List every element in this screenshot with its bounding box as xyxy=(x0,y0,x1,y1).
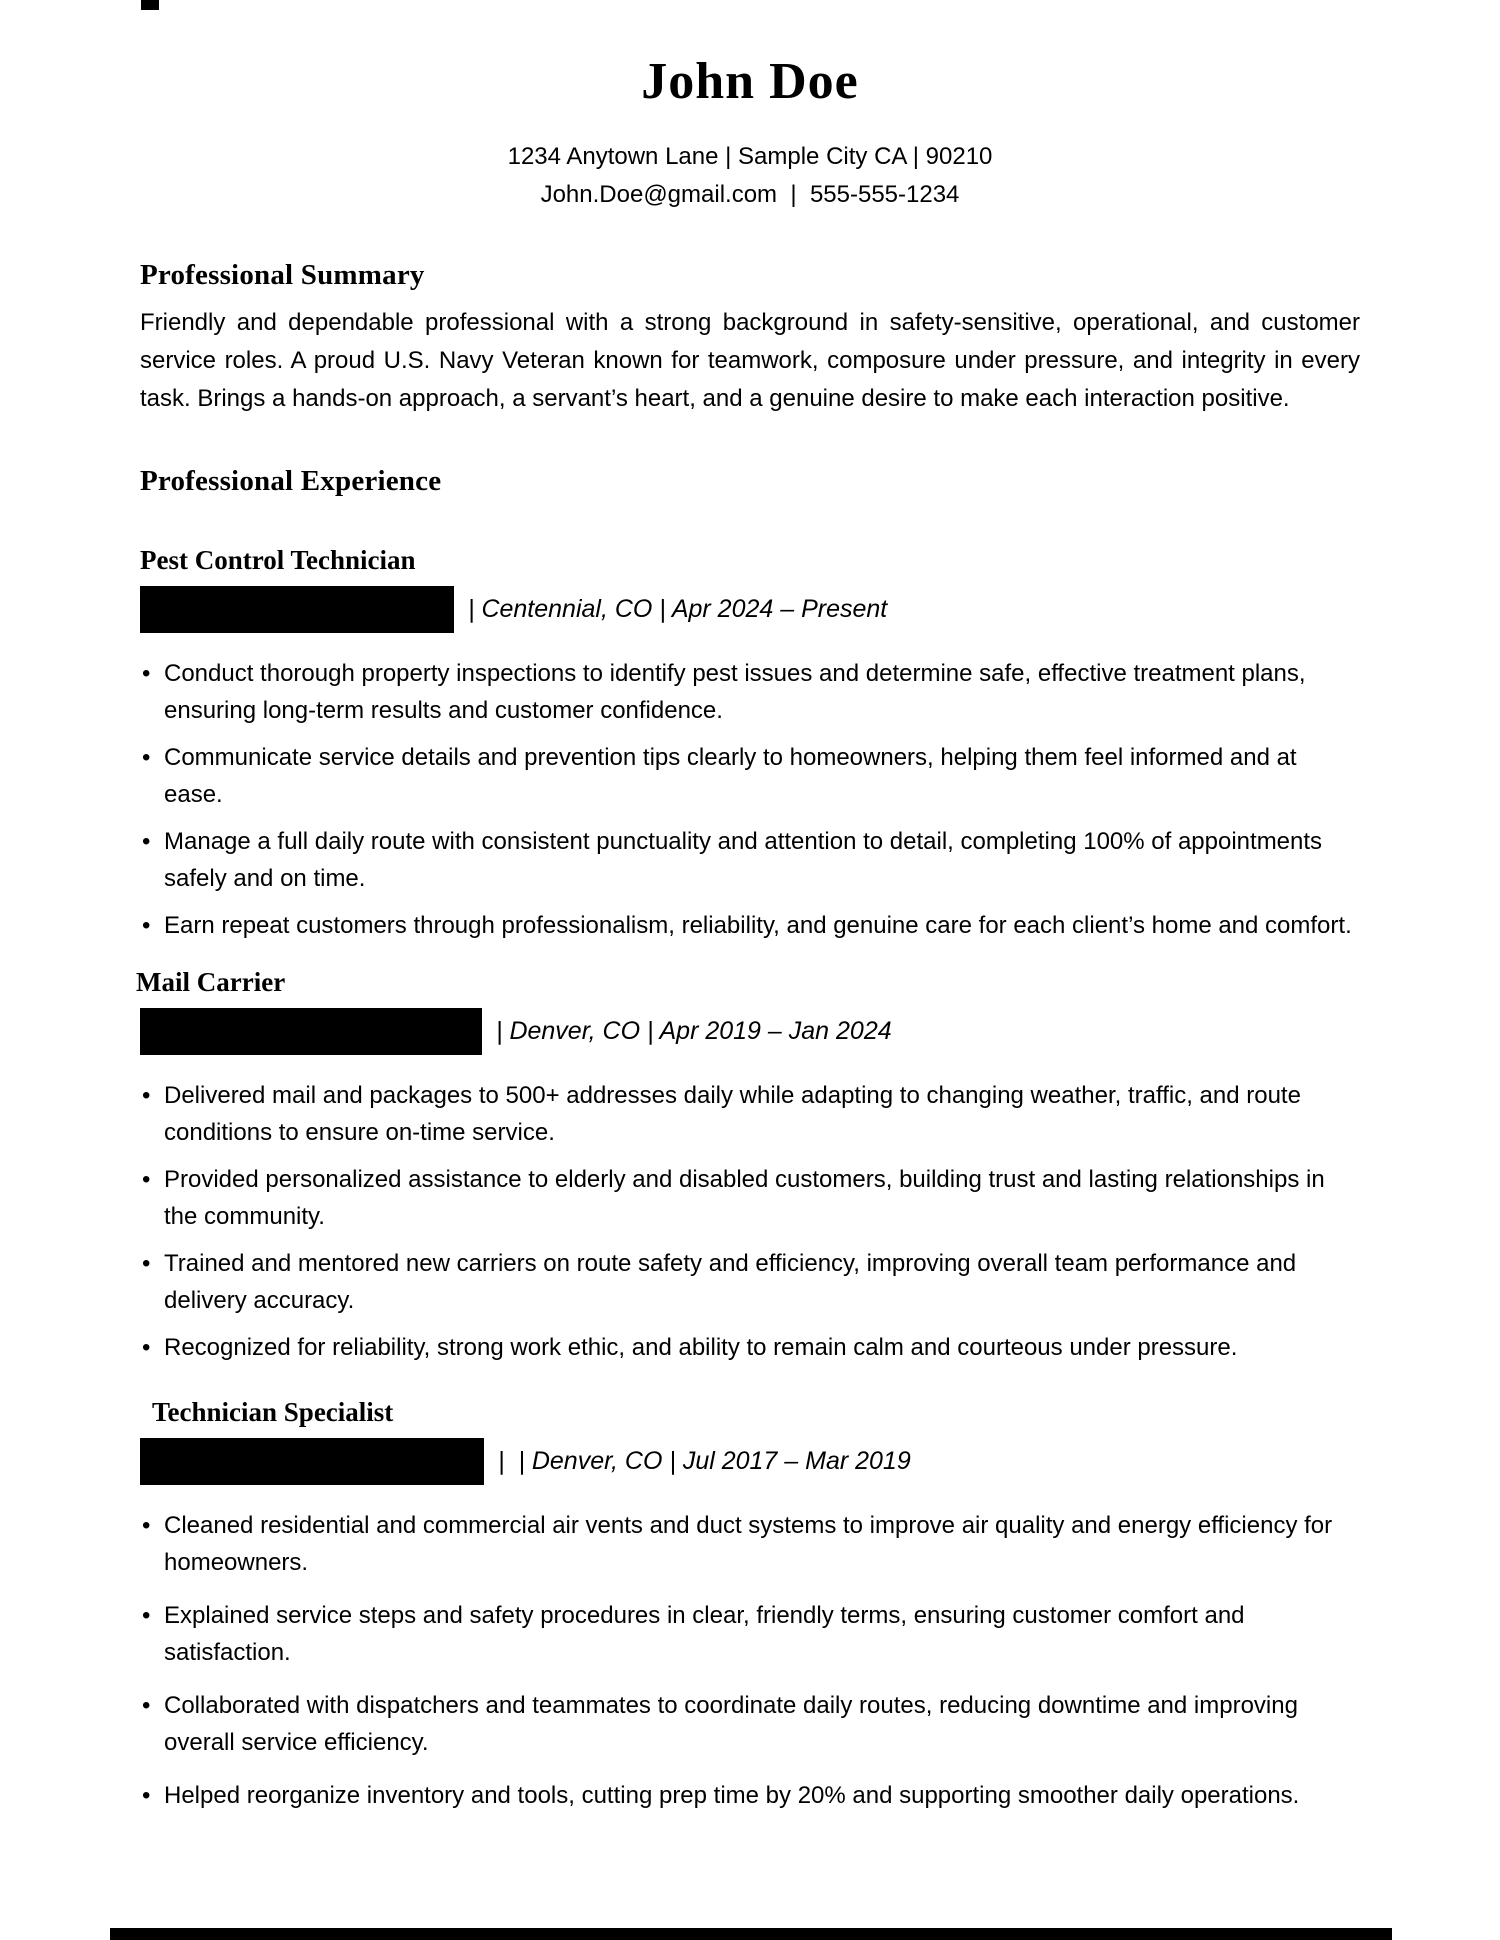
job-bullet-list xyxy=(140,1507,1360,1814)
bullet-item: • Earn repeat customers through professionalism, reliability, and genuine care for each client’s home and comfort. xyxy=(140,907,1360,944)
redacted-company-bar xyxy=(140,1008,482,1055)
bullet-item: • Recognized for reliability, strong work ethic, and ability to remain calm and courteous under pressure. xyxy=(140,1329,1360,1366)
redacted-company-bar xyxy=(140,1438,484,1485)
job-location-dates: | | Denver, CO | Jul 2017 – Mar 2019 xyxy=(498,1447,911,1475)
person-name: John Doe xyxy=(641,53,859,110)
bullet-item: • Explained service steps and safety procedures in clear, friendly terms, ensuring customer comfort and satisfaction. xyxy=(140,1597,1360,1671)
contact-block xyxy=(140,138,1360,214)
bullet-item: • Trained and mentored new carriers on route safety and efficiency, improving overall team performance and delivery accuracy. xyxy=(140,1245,1360,1319)
address-line: 1234 Anytown Lane | Sample City CA | 90210 xyxy=(507,143,993,170)
job-bullet-list xyxy=(140,655,1360,944)
job-bullet-list xyxy=(140,1077,1360,1366)
summary-section-heading: Professional Summary xyxy=(140,259,425,291)
job-title: Pest Control Technician xyxy=(140,545,416,575)
redacted-footer-bar xyxy=(110,1928,1392,1940)
job-technician-specialist xyxy=(140,1396,1360,1814)
bullet-item: • Collaborated with dispatchers and teammates to coordinate daily routes, reducing downtime and improving overall service efficiency. xyxy=(140,1687,1360,1761)
bullet-item: • Helped reorganize inventory and tools, cutting prep time by 20% and supporting smoother daily operations. xyxy=(140,1777,1360,1814)
job-pest-control-technician xyxy=(140,544,1360,944)
summary-paragraph: Friendly and dependable professional with a strong background in safety-sensitive, operational, and customer service roles. A proud U.S. Navy Veteran known for teamwork, composure under pressure, and integrity in every task. Brings a hands-on approach, a servant’s heart, and a genuine desire to make each interaction positive. xyxy=(140,309,1360,412)
job-location-dates: | Denver, CO | Apr 2019 – Jan 2024 xyxy=(496,1017,892,1045)
bullet-item: • Delivered mail and packages to 500+ addresses daily while adapting to changing weather, traffic, and route conditions to ensure on-time service. xyxy=(140,1077,1360,1151)
redacted-company-bar xyxy=(140,586,454,633)
company-row xyxy=(140,1008,1360,1055)
job-title: Mail Carrier xyxy=(136,967,286,997)
job-title: Technician Specialist xyxy=(152,1397,394,1427)
email-phone-line: John.Doe@gmail.com | 555-555-1234 xyxy=(540,181,960,208)
redaction-mark-top xyxy=(141,0,159,10)
experience-section-heading: Professional Experience xyxy=(140,465,442,497)
bullet-item: • Manage a full daily route with consistent punctuality and attention to detail, completing 100% of appointments safely and on time. xyxy=(140,823,1360,897)
company-row xyxy=(140,586,1360,633)
bullet-item: • Provided personalized assistance to elderly and disabled customers, building trust and lasting relationships in the community. xyxy=(140,1161,1360,1235)
company-row xyxy=(140,1438,1360,1485)
bullet-item: • Communicate service details and prevention tips clearly to homeowners, helping them feel informed and at ease. xyxy=(140,739,1360,813)
job-mail-carrier xyxy=(136,966,1360,1366)
bullet-item: • Cleaned residential and commercial air vents and duct systems to improve air quality and energy efficiency for homeowners. xyxy=(140,1507,1360,1581)
job-location-dates: | Centennial, CO | Apr 2024 – Present xyxy=(468,595,888,623)
bullet-item: • Conduct thorough property inspections to identify pest issues and determine safe, effective treatment plans, ensuring long-term results and customer confidence. xyxy=(140,655,1360,729)
